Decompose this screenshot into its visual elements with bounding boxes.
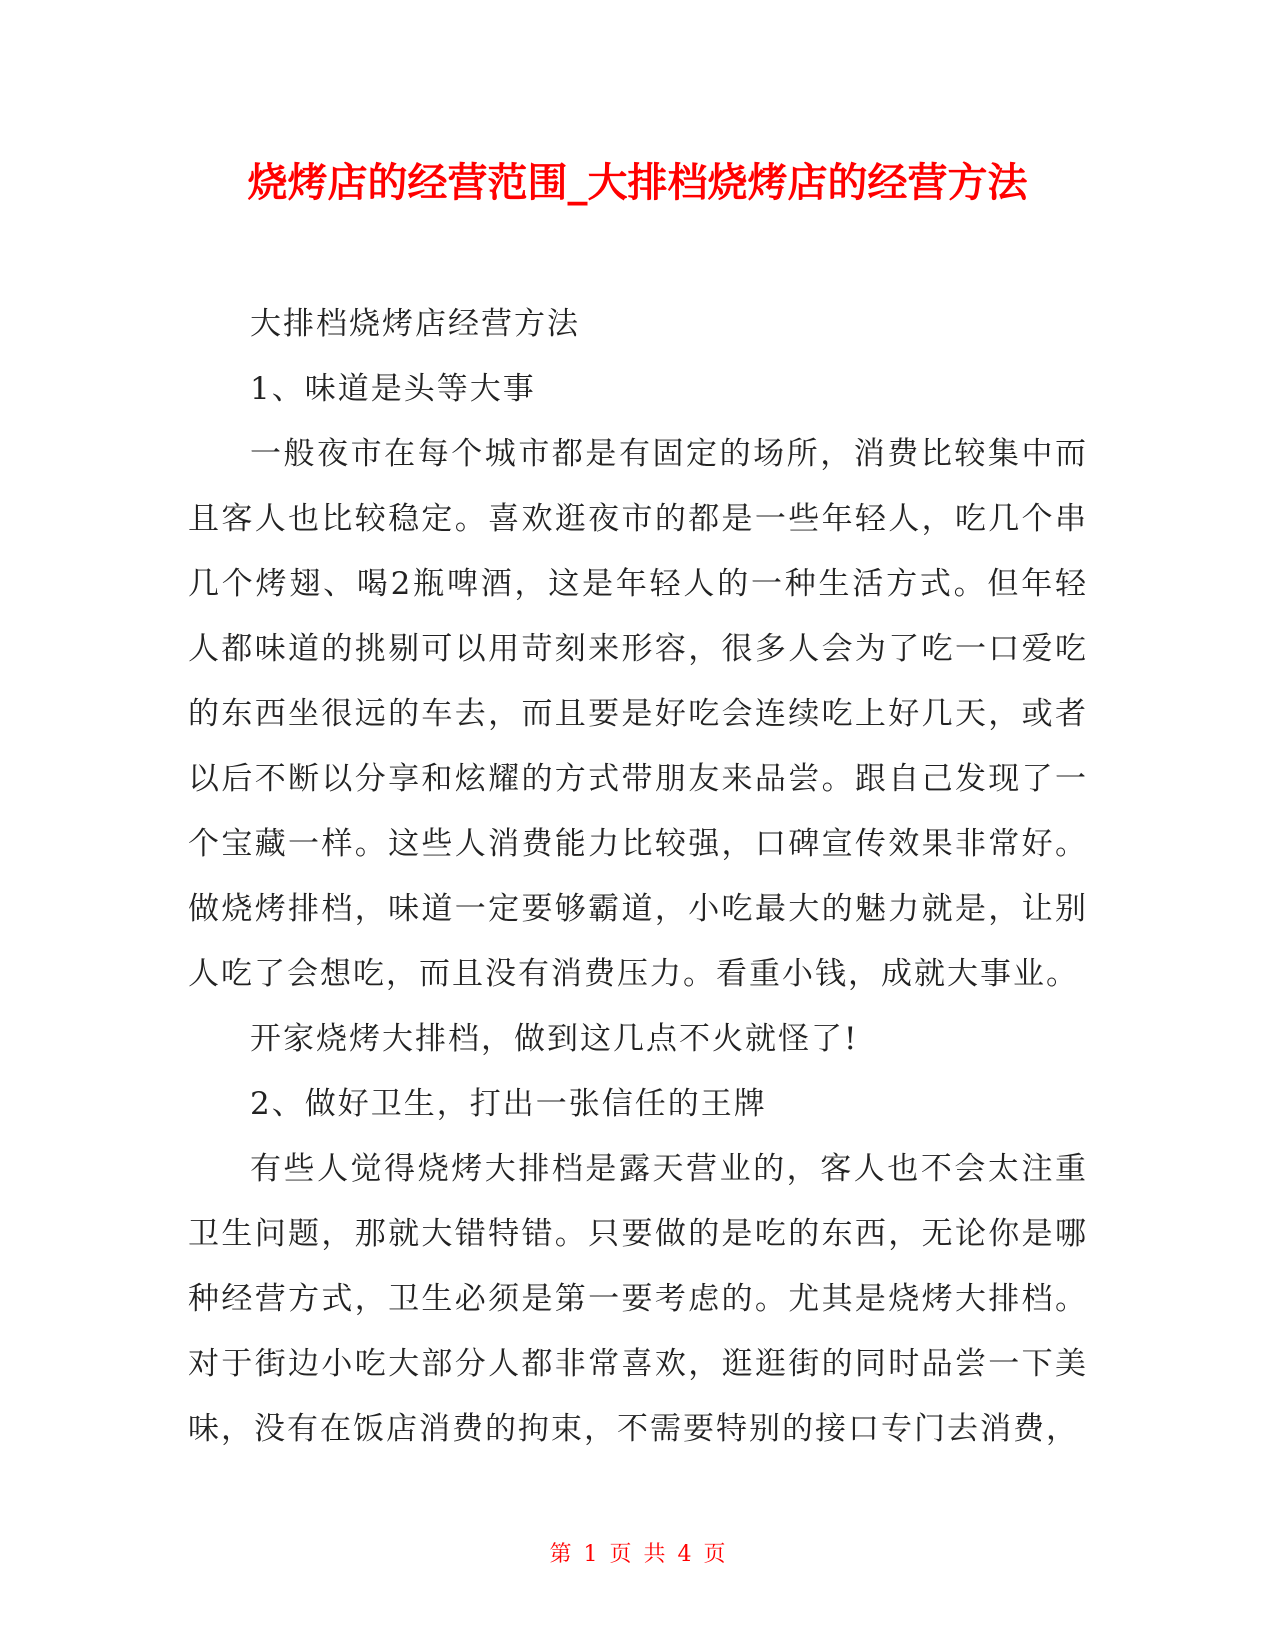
body-paragraph: 开家烧烤大排档，做到这几点不火就怪了! [250,1021,859,1057]
footer-current-page: 1 [583,1542,598,1567]
document-title: 烧烤店的经营范围_大排档烧烤店的经营方法 [247,160,1028,206]
section-heading: 大排档烧烤店经营方法 [250,306,580,342]
body-paragraph: 一般夜市在每个城市都是有固定的场所，消费比较集中而且客人也比较稳定。喜欢逛夜市的都是一些年轻人，吃几个串几个烤翅、喝2瓶啤酒，这是年轻人的一种生活方式。但年轻人都味道的挑剔可以用苛刻来形容，很多人会为了吃一口爱吃的东西坐很远的车去，而且要是好吃会连续吃上好几天，或者以后不断以分享和炫耀的方式带朋友来品尝。跟自己发现了一个宝藏一样。这些人消费能力比较强，口碑宣传效果非常好。做烧烤排档，味道一定要够霸道，小吃最大的魅力就是，让别人吃了会想吃，而且没有消费压力。看重小钱，成就大事业。 [188,436,1088,992]
subsection-heading: 1、味道是头等大事 [250,371,536,407]
footer-page-unit: 页 [609,1542,632,1567]
subsection-heading: 2、做好卫生，打出一张信任的王牌 [250,1086,767,1122]
document-body [188,292,1088,1462]
footer-total-unit: 页 [703,1542,726,1567]
body-paragraph: 有些人觉得烧烤大排档是露天营业的，客人也不会太注重卫生问题，那就大错特错。只要做的是吃的东西，无论你是哪种经营方式，卫生必须是第一要考虑的。尤其是烧烤大排档。对于街边小吃大部分人都非常喜欢，逛逛街的同时品尝一下美味，没有在饭店消费的拘束，不需要特别的接口专门去消费， [188,1151,1088,1447]
footer-page-label: 第 [549,1542,572,1567]
page-footer [0,1540,1275,1570]
footer-total-pages: 4 [677,1542,692,1567]
footer-total-label: 共 [643,1542,666,1567]
